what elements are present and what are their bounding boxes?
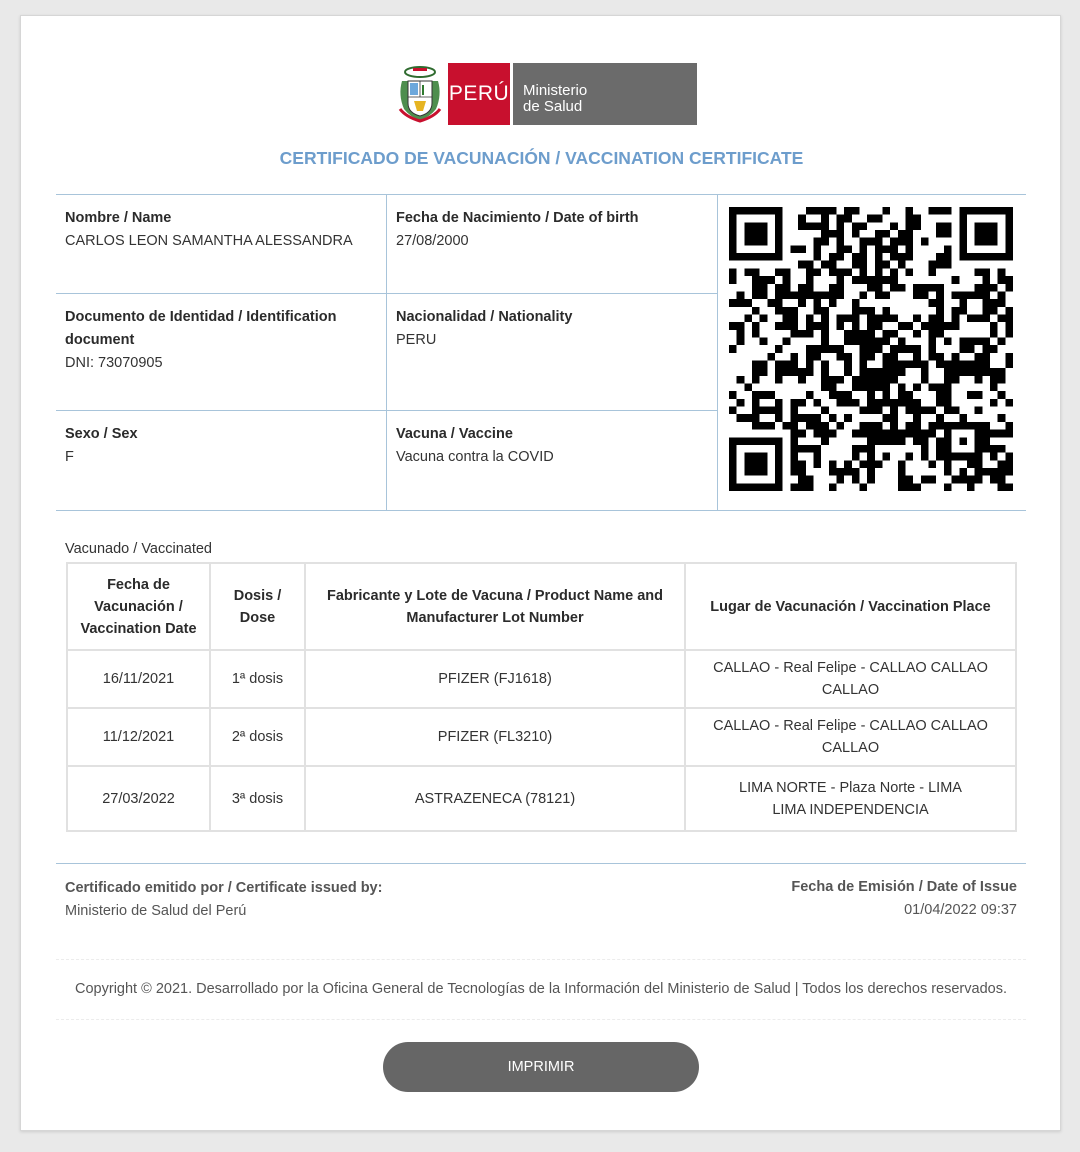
certificate-card: [20, 15, 1061, 1131]
table-row: [67, 708, 1016, 766]
vaccine-value: Vacuna contra la COVID: [396, 449, 554, 465]
issue-date-value: 01/04/2022 09:37: [904, 902, 1017, 918]
column-header-dose: Dosis / Dose: [210, 563, 305, 650]
peru-coat-of-arms-icon: [396, 65, 444, 123]
dose-date: 11/12/2021: [67, 708, 210, 766]
dob-value: 27/08/2000: [396, 233, 469, 249]
vaccinated-label: Vacunado / Vaccinated: [65, 541, 212, 557]
issuer-section: [56, 863, 1026, 919]
dose-date: 27/03/2022: [67, 766, 210, 831]
name-field: [56, 195, 386, 265]
dose-date: 16/11/2021: [67, 650, 210, 708]
divider: [717, 195, 718, 511]
dose-product: PFIZER (FL3210): [305, 708, 685, 766]
dose-product: ASTRAZENECA (78121): [305, 766, 685, 831]
dose-number: 1ª dosis: [210, 650, 305, 708]
column-header-product: Fabricante y Lote de Vacuna / Product Name and Manufacturer Lot Number: [305, 563, 685, 650]
nationality-value: PERU: [396, 332, 437, 348]
dose-place: CALLAO - Real Felipe - CALLAO CALLAO CALLAO: [685, 708, 1016, 766]
dose-number: 3ª dosis: [210, 766, 305, 831]
name-value: CARLOS LEON SAMANTHA ALESSANDRA: [65, 233, 353, 249]
dose-place: CALLAO - Real Felipe - CALLAO CALLAO CALLAO: [685, 650, 1016, 708]
sex-field: [56, 411, 386, 481]
issued-by-label: Certificado emitido por / Certificate issued by:: [65, 880, 383, 896]
nationality-field: [387, 294, 717, 364]
dose-product: PFIZER (FJ1618): [305, 650, 685, 708]
sex-value: F: [65, 449, 74, 465]
dose-number: 2ª dosis: [210, 708, 305, 766]
peru-brand: PERÚ: [448, 63, 510, 125]
vaccination-table: [66, 562, 1017, 832]
issue-date: [791, 876, 1017, 922]
name-label: Nombre / Name: [65, 210, 172, 226]
ministry-line-2: de Salud: [523, 98, 583, 115]
issue-date-label: Fecha de Emisión / Date of Issue: [791, 879, 1017, 895]
personal-info-grid: [56, 194, 1026, 511]
minsa-logo: [396, 63, 697, 125]
issued-by: [65, 877, 382, 923]
ministry-brand: [513, 63, 697, 125]
id-value: DNI: 73070905: [65, 355, 163, 371]
vaccine-label: Vacuna / Vaccine: [396, 426, 513, 442]
table-row: [67, 650, 1016, 708]
ministry-line-1: Ministerio: [523, 82, 588, 99]
copyright-text: Copyright © 2021. Desarrollado por la Oficina General de Tecnologías de la Información del Ministerio de Salud | Todos los derechos reservados.: [56, 959, 1026, 1020]
print-button[interactable]: IMPRIMIR: [383, 1042, 699, 1092]
dob-field: [387, 195, 717, 265]
nationality-label: Nacionalidad / Nationality: [396, 309, 573, 325]
id-field: [56, 294, 356, 387]
column-header-place: Lugar de Vacunación / Vaccination Place: [685, 563, 1016, 650]
table-row: [67, 766, 1016, 831]
page-title: CERTIFICADO DE VACUNACIÓN / VACCINATION CERTIFICATE: [279, 148, 804, 168]
sex-label: Sexo / Sex: [65, 426, 138, 442]
dose-place: LIMA NORTE - Plaza Norte - LIMA LIMA INDEPENDENCIA: [685, 766, 1016, 831]
dob-label: Fecha de Nacimiento / Date of birth: [396, 210, 639, 226]
column-header-date: Fecha de Vacunación / Vaccination Date: [67, 563, 210, 650]
issued-by-value: Ministerio de Salud del Perú: [65, 903, 247, 919]
table-header-row: [67, 563, 1016, 650]
id-label: Documento de Identidad / Identification document: [65, 309, 337, 348]
vaccine-field: [387, 411, 717, 481]
qr-code-icon: [729, 207, 1013, 491]
